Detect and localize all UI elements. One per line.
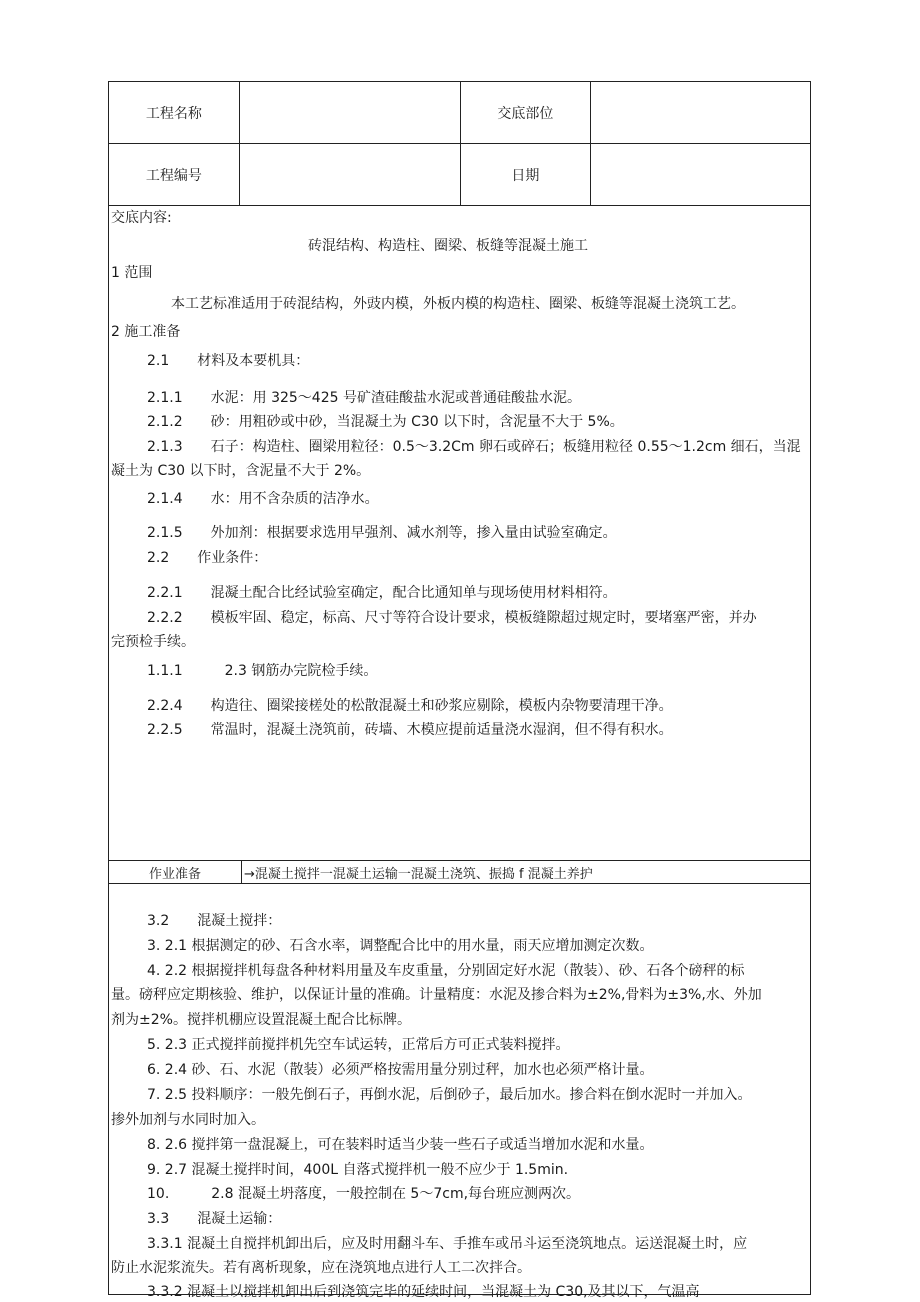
content-line: 完预检手续。 [111, 634, 195, 650]
content-line: 2.1.2 砂：用粗砂或中砂，当混凝土为 C30 以下时，含泥量不大于 5%。 [147, 414, 624, 430]
content-line: 2.2.5 常温时，混凝土浇筑前，砖墙、木模应提前适量浇水湿润，但不得有积水。 [147, 722, 673, 738]
handover-part-value [591, 82, 810, 143]
content-line: 4. 2.2 根据搅拌机每盘各种材料用量及车皮重量，分别固定好水泥（散装）、砂、石各个磅秤的标 [147, 963, 745, 979]
work-prep-row [109, 861, 810, 884]
content-line: 8. 2.6 搅拌第一盘混凝上，可在装料时适当少装一些石子或适当增加水泥和水量。 [147, 1137, 654, 1153]
content-line: 掺外加剂与水同时加入。 [111, 1112, 265, 1128]
handover-sheet [108, 81, 811, 1300]
content-line: 2.2.1 混凝土配合比经试验室确定，配合比通知单与现场使用材料相符。 [147, 585, 617, 601]
content-line: 量。磅秤应定期核验、维护，以保证计量的准确。计量精度：水泥及掺合料为±2%,骨料为±3%,水、外加 [111, 987, 762, 1003]
content-line: 防止水泥浆流失。若有离析现象，应在浇筑地点进行人工二次拌合。 [111, 1260, 531, 1276]
content-line: 2.1.3 石子：构造柱、圈梁用粒径：0.5～3.2Cm 卵石或碎石；板缝用粒径 0.55～1.2cm 细石，当混 [147, 439, 801, 455]
content-line: 剂为±2%。搅拌机棚应设置混凝土配合比标牌。 [111, 1012, 411, 1028]
content-line: 本工艺标准适用于砖混结构，外豉内模，外板内模的构造柱、圈梁、板缝等混凝土浇筑工艺。 [171, 296, 745, 312]
content-line: 2.2 作业条件： [147, 550, 268, 566]
work-prep-label: 作业准备 [109, 861, 242, 883]
project-name-label: 工程名称 [109, 82, 240, 143]
project-no-label: 工程编号 [109, 144, 240, 205]
content-line: 2.1 材料及本要机具： [147, 353, 310, 369]
content-line: 9. 2.7 混凝土搅拌时间，400L 自落式搅拌机一般不应少于 1.5min. [147, 1162, 569, 1178]
document-title: 砖混结构、构造柱、圈梁、板缝等混凝土施工 [308, 238, 588, 254]
content-line: 5. 2.3 正式搅拌前搅拌机先空车试运转，正常后方可正式装料搅拌。 [147, 1037, 570, 1053]
handover-part-label: 交底部位 [461, 82, 592, 143]
content-line: 7. 2.5 投料顺序：一般先倒石子，再倒水泥，后倒砂子，最后加水。掺合料在倒水泥时一并加入。 [147, 1087, 752, 1103]
header-row-2 [109, 144, 810, 206]
content-line: 3.3.1 混凝土自搅拌机卸出后，应及时用翻斗车、手推车或吊斗运至浇筑地点。运送混凝土时，应 [147, 1236, 748, 1252]
content-line: 2 施工准备 [111, 324, 181, 340]
content-line: 2.2.2 模板牢固、稳定，标高、尺寸等符合设计要求，模板缝隙超过规定时，要堵塞严密，并办 [147, 610, 757, 626]
header-row-1 [109, 82, 810, 144]
content-line: 1.1.1 2.3 钢筋办完院检手续。 [147, 663, 378, 679]
content-line: 1 范围 [111, 265, 153, 281]
content-line: 3.3 混凝土运输： [147, 1211, 282, 1227]
project-name-value [240, 82, 461, 143]
date-label: 日期 [461, 144, 592, 205]
content-line: 3. 2.1 根据测定的砂、石含水率，调整配合比中的用水量，雨天应增加测定次数。 [147, 938, 654, 954]
content-line: 3.3.2 混凝土以搅拌机卸出后到浇筑完毕的延续时间，当混凝土为 C30,及其以下，气温高 [147, 1284, 700, 1300]
content-line: 3.2 混凝土搅拌： [147, 913, 282, 929]
content-line: 10. 2.8 混凝土坍落度，一般控制在 5～7cm,每台班应测两次。 [147, 1186, 581, 1202]
work-prep-flow: →混凝土搅拌一混凝土运输一混凝土浇筑、振捣 f 混凝土养护 [244, 866, 593, 882]
project-no-value [240, 144, 461, 205]
lower-content [109, 884, 810, 1300]
content-line: 2.1.4 水：用不含杂质的洁净水。 [147, 491, 379, 507]
handover-content-label: 交底内容: [111, 210, 172, 226]
content-line: 2.1.1 水泥：用 325～425 号矿渣硅酸盐水泥或普通硅酸盐水泥。 [147, 390, 581, 406]
content-line: 2.1.5 外加剂：根据要求选用早强剂、减水剂等，掺入量由试验室确定。 [147, 525, 617, 541]
content-line: 2.2.4 构造往、圈梁接槎处的松散混凝土和砂浆应剔除，模板内杂物要清理干净。 [147, 698, 673, 714]
content-line: 凝土为 C30 以下时，含泥量不大于 2%。 [111, 463, 371, 479]
content-line: 6. 2.4 砂、石、水泥（散装）必须严格按需用量分别过秤，加水也必须严格计量。 [147, 1062, 654, 1078]
handover-content [109, 206, 810, 861]
date-value [591, 144, 810, 205]
